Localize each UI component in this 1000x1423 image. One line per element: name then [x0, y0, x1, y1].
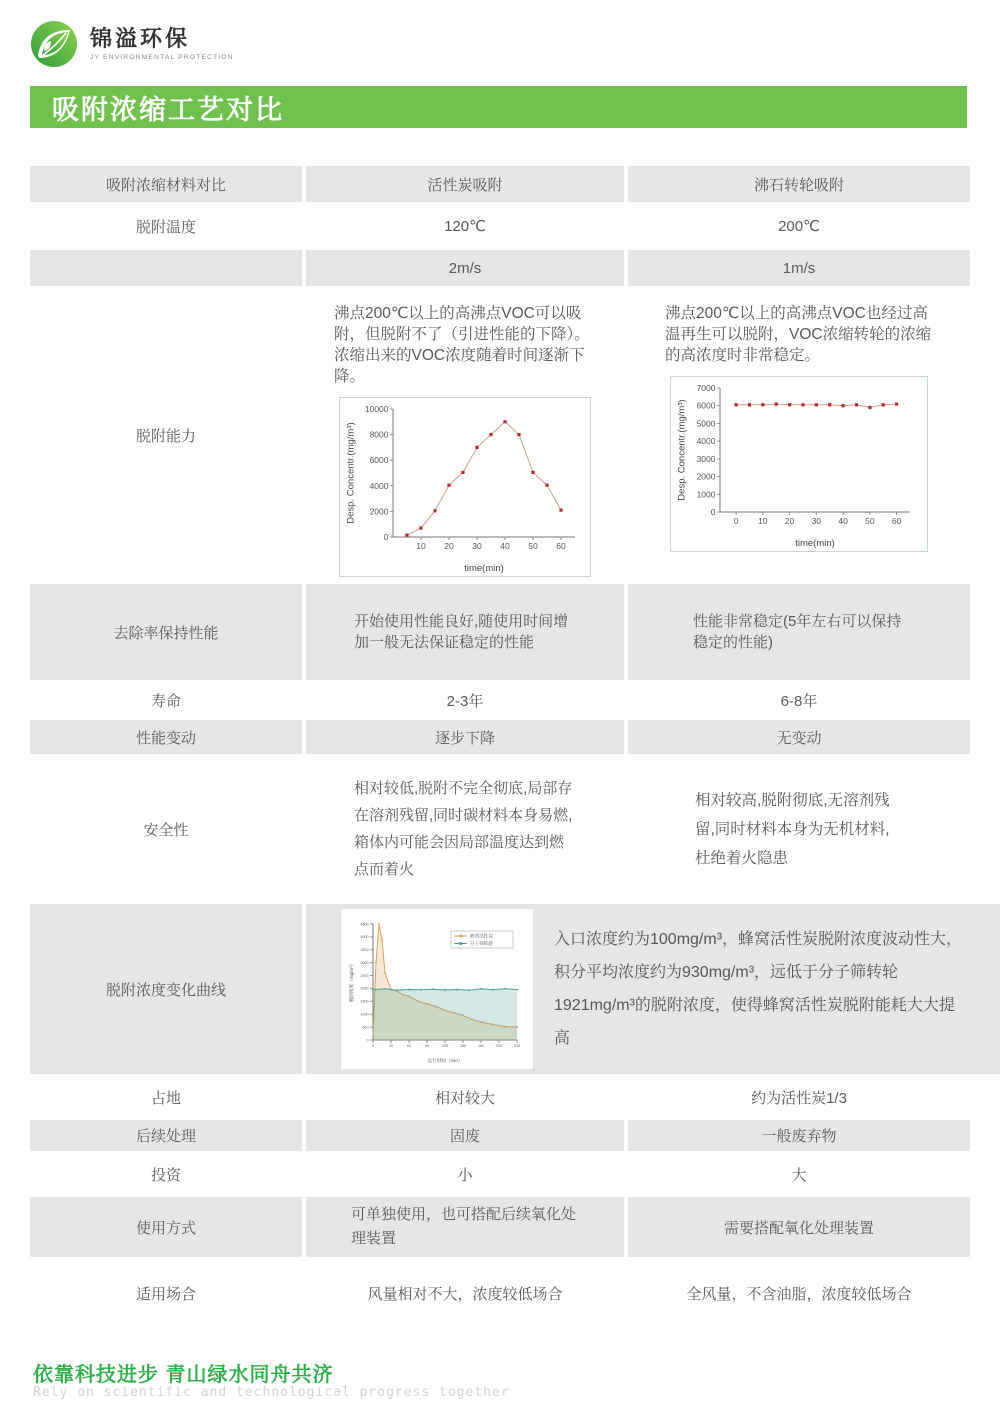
footer-slogan-en: Rely on scientific and technological progress together: [33, 1385, 510, 1400]
svg-text:4000: 4000: [369, 480, 389, 491]
variation-carbon-cell: 逐步下降: [306, 720, 624, 754]
svg-text:0: 0: [733, 516, 739, 526]
svg-text:6000: 6000: [696, 400, 716, 411]
curve-label-cell: 脱附浓度变化曲线: [30, 904, 302, 1074]
svg-text:6000: 6000: [369, 455, 389, 466]
svg-text:5000: 5000: [696, 418, 716, 429]
svg-text:蜂窝活性炭: 蜂窝活性炭: [470, 933, 493, 939]
usage-carbon-cell: [306, 1197, 624, 1257]
table-row-scenario: [30, 1261, 970, 1325]
svg-text:8000: 8000: [369, 429, 389, 440]
scenario-zeolite-cell: 全风量，不含油脂，浓度较低场合: [628, 1261, 970, 1325]
svg-text:0: 0: [383, 532, 389, 542]
temp-zeolite-cell: 200℃: [628, 206, 970, 246]
svg-text:50: 50: [528, 541, 538, 551]
scenario-carbon-cell: 风量相对不大，浓度较低场合: [306, 1261, 624, 1325]
svg-text:60: 60: [891, 516, 902, 526]
table-row-retention: [30, 584, 970, 680]
table-row-safety: [30, 758, 970, 900]
waste-label-cell: 后续处理: [30, 1120, 302, 1151]
svg-text:2000: 2000: [696, 471, 716, 482]
svg-text:40: 40: [500, 541, 510, 551]
capacity-carbon-cell: [306, 290, 624, 580]
svg-text:2500: 2500: [360, 973, 369, 978]
safety-zeolite-text: 相对较高,脱附彻底,无溶剂残留,同时材料本身为无机材料,杜绝着火隐患: [695, 791, 890, 867]
investment-carbon-cell: 小: [306, 1155, 624, 1193]
retention-zeolite-text: 性能非常稳定(5年左右可以保持稳定的性能): [693, 613, 902, 651]
footer-slogan-cn: 依靠科技进步 青山绿水同舟共济: [33, 1364, 334, 1386]
safety-zeolite-cell: [628, 758, 970, 900]
speed-zeolite-cell: 1m/s: [628, 250, 970, 286]
zeolite-chart-box: [670, 376, 928, 552]
temp-carbon-cell: 120℃: [306, 206, 624, 246]
svg-text:0: 0: [710, 507, 716, 517]
svg-text:2000: 2000: [369, 506, 389, 517]
table-row-waste: [30, 1120, 970, 1151]
usage-carbon-text: 可单独使用，也可搭配后续氧化处理装置: [351, 1206, 577, 1247]
svg-text:time(min): time(min): [795, 538, 835, 548]
svg-text:1000: 1000: [360, 1012, 369, 1017]
svg-text:脱附浓度（mg/m³）: 脱附浓度（mg/m³）: [349, 961, 355, 1003]
curve-content-cell: [306, 904, 1000, 1074]
table-row-capacity: [30, 290, 970, 580]
svg-text:20: 20: [784, 516, 795, 526]
speed-carbon-cell: 2m/s: [306, 250, 624, 286]
svg-text:3000: 3000: [696, 453, 716, 464]
desorption-curve-chart: [349, 914, 525, 1064]
retention-carbon-text: 开始使用性能良好,随使用时间增加一般无法保证稳定的性能: [354, 613, 569, 651]
svg-text:7000: 7000: [696, 383, 716, 393]
header-zeolite-cell: 沸石转轮吸附: [628, 166, 970, 202]
svg-text:10: 10: [758, 516, 768, 526]
table-row-usage: [30, 1197, 970, 1257]
company-name-en: JY ENVIRONMENTAL PROTECTION: [90, 54, 234, 61]
table-row-curve: [30, 904, 970, 1074]
svg-text:120: 120: [442, 1044, 448, 1049]
retention-carbon-cell: [306, 584, 624, 680]
svg-text:0: 0: [372, 1044, 374, 1049]
page-title: 吸附浓缩工艺对比: [52, 94, 284, 125]
svg-text:30: 30: [811, 516, 822, 526]
lifespan-label-cell: 寿命: [30, 684, 302, 716]
svg-text:分子筛转轮: 分子筛转轮: [470, 941, 493, 947]
company-name: 锦溢环保: [90, 26, 191, 51]
table-row-variation: [30, 720, 970, 754]
zeolite-desorption-chart: [676, 380, 922, 548]
leaf-logo-icon: [30, 20, 78, 68]
svg-text:10: 10: [416, 541, 426, 551]
waste-zeolite-cell: 一般废弃物: [628, 1120, 970, 1151]
section-banner: [30, 86, 967, 128]
header-label-cell: 吸附浓缩材料对比: [30, 166, 302, 202]
capacity-label-cell: 脱附能力: [30, 290, 302, 580]
capacity-zeolite-text: 沸点200℃以上的高沸点VOC也经过高温再生可以脱附，VOC浓缩转轮的浓缩的高浓度时非常稳定。: [665, 305, 932, 364]
curve-description: 入口浓度约为100mg/m³，蜂窝活性炭脱附浓度波动性大，积分平均浓度约为930mg/m³，远低于分子筛转轮1921mg/m³的脱附浓度，使得蜂窝活性炭脱附能耗大大提高: [554, 931, 963, 1047]
capacity-zeolite-cell: [628, 290, 970, 580]
investment-label-cell: 投资: [30, 1155, 302, 1193]
svg-text:30: 30: [472, 541, 482, 551]
variation-zeolite-cell: 无变动: [628, 720, 970, 754]
temp-label-cell: 脱附温度: [30, 206, 302, 246]
table-row-footprint: [30, 1078, 970, 1116]
svg-text:150: 150: [460, 1044, 466, 1049]
capacity-carbon-text: 沸点200℃以上的高沸点VOC可以吸附，但脱附不了（引进性能的下降）。浓缩出来的VOC浓度随着时间逐渐下降。: [334, 305, 590, 385]
svg-text:4500: 4500: [360, 922, 369, 927]
svg-text:60: 60: [407, 1044, 411, 1049]
safety-carbon-text: 相对较低,脱附不完全彻底,局部存在溶剂残留,同时碳材料本身易燃,箱体内可能会因局部温度达到燃点而着火: [354, 780, 573, 878]
svg-text:4000: 4000: [696, 436, 716, 447]
svg-text:90: 90: [425, 1044, 429, 1049]
svg-text:60: 60: [556, 541, 566, 551]
svg-text:20: 20: [444, 541, 454, 551]
safety-label-cell: 安全性: [30, 758, 302, 900]
usage-zeolite-cell: 需要搭配氧化处理装置: [628, 1197, 970, 1257]
svg-text:500: 500: [362, 1025, 369, 1030]
header-carbon-cell: 活性炭吸附: [306, 166, 624, 202]
svg-text:3000: 3000: [360, 960, 369, 965]
comparison-table: [30, 166, 970, 1325]
svg-text:30: 30: [389, 1044, 393, 1049]
company-logo: [30, 20, 234, 68]
variation-label-cell: 性能变动: [30, 720, 302, 754]
table-row-temperature: [30, 206, 970, 246]
waste-carbon-cell: 固废: [306, 1120, 624, 1151]
curve-chart-card: [340, 908, 534, 1070]
svg-text:Desp. Concentr.(mg/m³): Desp. Concentr.(mg/m³): [676, 399, 688, 501]
svg-text:1000: 1000: [696, 489, 716, 500]
svg-text:40: 40: [838, 516, 848, 526]
footprint-zeolite-cell: 约为活性炭1/3: [628, 1078, 970, 1116]
table-row-lifespan: [30, 684, 970, 716]
svg-text:Desp. Concentr.(mg/m³): Desp. Concentr.(mg/m³): [345, 422, 357, 524]
usage-label-cell: 使用方式: [30, 1197, 302, 1257]
carbon-desorption-chart: [345, 401, 585, 573]
lifespan-carbon-cell: 2-3年: [306, 684, 624, 716]
svg-text:2000: 2000: [360, 986, 369, 991]
svg-text:180: 180: [478, 1044, 484, 1049]
svg-text:time(min): time(min): [464, 563, 504, 573]
footprint-label-cell: 占地: [30, 1078, 302, 1116]
svg-text:3500: 3500: [360, 948, 369, 952]
svg-text:1500: 1500: [360, 999, 369, 1004]
svg-text:4000: 4000: [360, 935, 369, 940]
svg-text:210: 210: [496, 1044, 502, 1049]
investment-zeolite-cell: 大: [628, 1155, 970, 1193]
svg-text:运行时间（min）: 运行时间（min）: [427, 1058, 463, 1063]
safety-carbon-cell: [306, 758, 624, 900]
speed-label-cell: [30, 250, 302, 286]
svg-text:0: 0: [366, 1038, 369, 1043]
svg-text:50: 50: [865, 516, 875, 526]
retention-zeolite-cell: [628, 584, 970, 680]
table-row-header: [30, 166, 970, 202]
scenario-label-cell: 适用场合: [30, 1261, 302, 1325]
table-row-investment: [30, 1155, 970, 1193]
carbon-chart-box: [339, 397, 591, 577]
table-row-speed: [30, 250, 970, 286]
footprint-carbon-cell: 相对较大: [306, 1078, 624, 1116]
svg-text:240: 240: [514, 1044, 520, 1049]
svg-text:10000: 10000: [364, 404, 389, 414]
lifespan-zeolite-cell: 6-8年: [628, 684, 970, 716]
retention-label-cell: 去除率保持性能: [30, 584, 302, 680]
